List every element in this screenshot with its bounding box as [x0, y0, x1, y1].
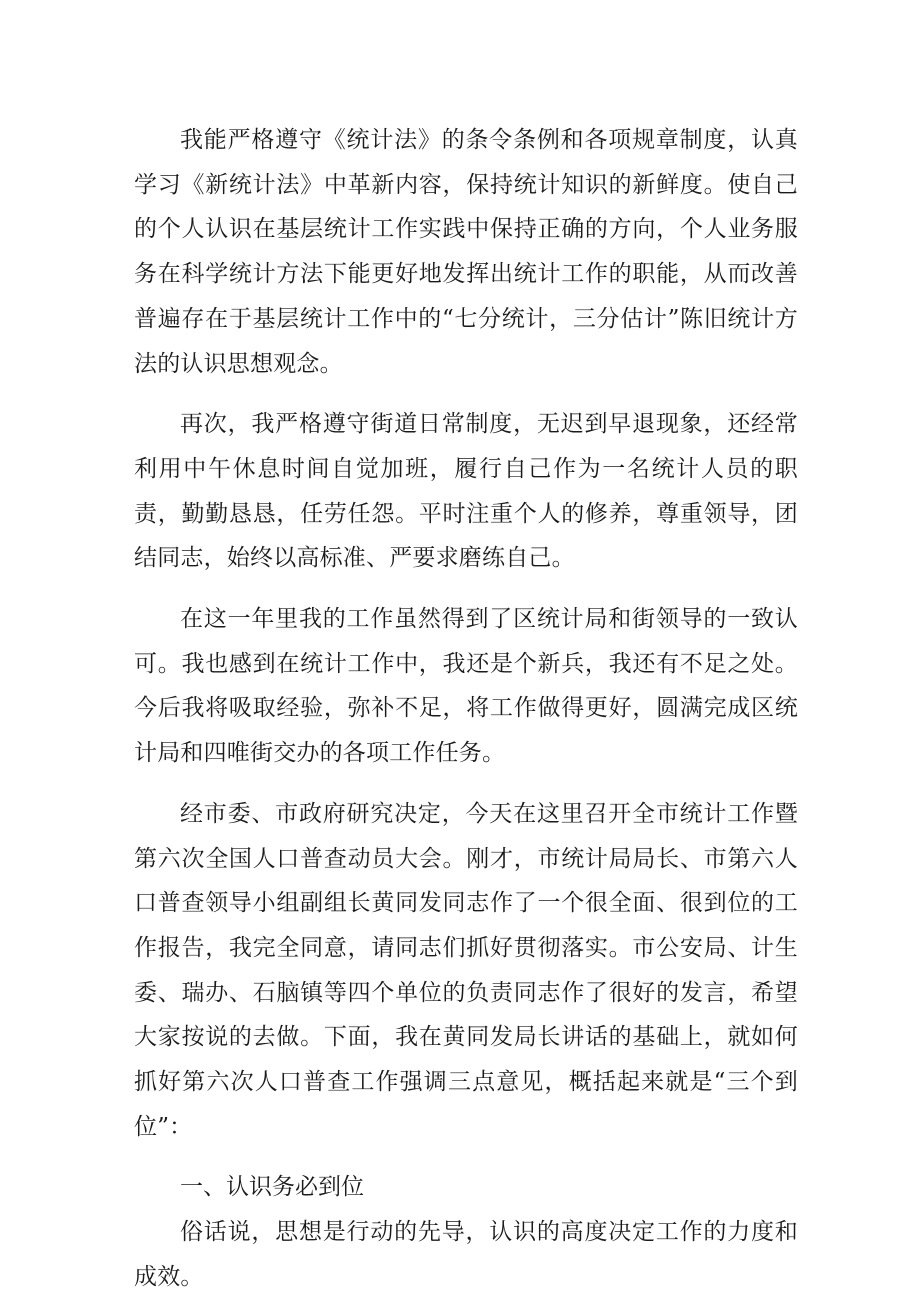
paragraph-1: 我能严格遵守《统计法》的条令条例和各项规章制度，认真学习《新统计法》中革新内容，保持统计知识的新鲜度。使自己的个人认识在基层统计工作实践中保持正确的方向，个人业务服务在科学统计方法下能更好地发挥出统计工作的职能，从而改善普遍存在于基层统计工作中的“七分统计，三分估计”陈旧统计方法的认识思想观念。	[134, 127, 798, 377]
closing-paragraph: 俗话说，思想是行动的先导，认识的高度决定工作的力度和成效。	[134, 1219, 798, 1290]
section-heading: 一、认识务必到位	[180, 1174, 364, 1201]
paragraph-3: 在这一年里我的工作虽然得到了区统计局和街领导的一致认可。我也感到在统计工作中，我还是个新兵，我还有不足之处。今后我将吸取经验，弥补不足，将工作做得更好，圆满完成区统计局和四唯街交办的各项工作任务。	[134, 606, 798, 767]
paragraph-4: 经市委、市政府研究决定，今天在这里召开全市统计工作暨第六次全国人口普查动员大会。刚才，市统计局局长、市第六人口普查领导小组副组长黄同发同志作了一个很全面、很到位的工作报告，我完全同意，请同志们抓好贯彻落实。市公安局、计生委、瑞办、石脑镇等四个单位的负责同志作了很好的发言，希望大家按说的去做。下面，我在黄同发局长讲话的基础上，就如何抓好第六次人口普查工作强调三点意见，概括起来就是“三个到位”：	[134, 800, 798, 1140]
document-body	[134, 118, 798, 1300]
paragraph-2: 再次，我严格遵守街道日常制度，无迟到早退现象，还经常利用中午休息时间自觉加班，履行自己作为一名统计人员的职责，勤勤恳恳，任劳任怨。平时注重个人的修养，尊重领导，团结同志，始终以高标准、严要求磨练自己。	[134, 411, 798, 572]
